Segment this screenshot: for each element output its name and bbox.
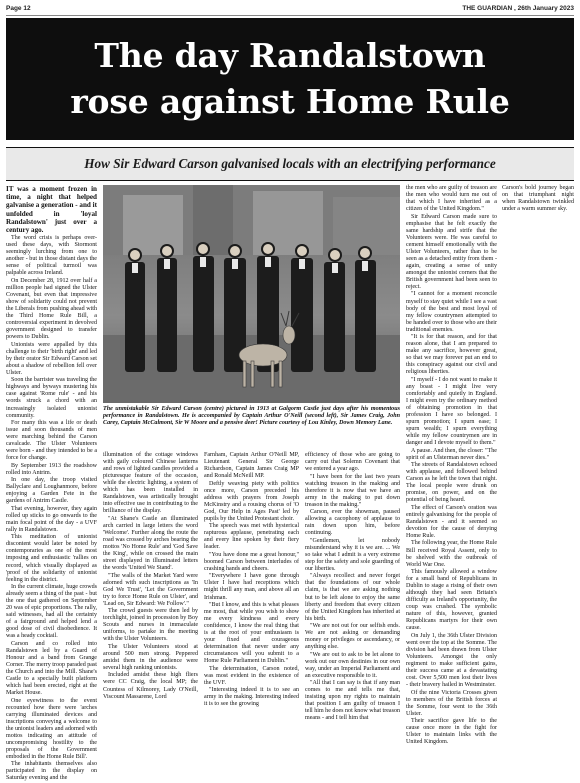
article-paragraph: Unionists were appalled by this challenge to their 'birth right' and led by their orator Sir Edward Carson set about a shadow of rebellion fell over Ulster.	[6, 341, 97, 376]
article-paragraph: The speech was met with hysterical rapturous applause, penetrating each and every line spoken by their fiery leader.	[204, 523, 299, 551]
article-paragraph: The following year, the Home Rule Bill received Royal Assent, only to be shelved with the outbreak of World War One.	[406, 540, 497, 568]
article-paragraph: On July 1, the 36th Ulster Division went over the top at the Somme. The division had been drawn from Ulster Volunteers. Amongst the only regiment to make sufficient gains, their success came at a devastating cost. Over 5,500 men lost their lives - their bravery hailed in Westminster.	[406, 632, 497, 689]
article-paragraph: Farnham, Captain Arthur O'Neill MP, Lieutenant General Sir George Richardson, Captain James Craig MP and Ronald McNeill MP.	[204, 452, 299, 480]
article-paragraph: On December 28, 1912 over half a million people had signed the Ulster Covenant, but even that impressive show of solidarity could not prevent the Liberals from pushing ahead with the Third Home Rule Bill, a controversial experiment in devolved government designed to transfer powers to Dublin.	[6, 277, 97, 341]
standfirst-bar	[6, 147, 574, 181]
article-paragraph: Of the nine Victoria Crosses given to members of the British forces at the Somme, four went to the 36th Ulster.	[406, 689, 497, 717]
paper-date: THE GUARDIAN , 26th January 2023	[462, 4, 574, 12]
article-paragraph: "The walls of the Market Yard were adorned with such inscriptions as 'In God We Trust', 'Let the Government try to force Home Rule on Ulster', and 'Lead on, Sir Edward: We Follow'."	[103, 572, 198, 607]
article-paragraph: In one day, the troop visited Ballyclare and Loughanmore, before enjoying a Garden Fete in the gardens of Antrim Castle.	[6, 477, 97, 505]
article-paragraph: "We are not out for our selfish ends. We are not asking or demanding money or privileges or ascendancy, or anything else.	[305, 623, 400, 651]
article-paragraph: This meditation of unionist discontent would later be noted by contemporaries as one of the most imposing and enthusiastic 'rallies on record, which visually displayed as 'proof of the solidarity of unionist feeling in the district.	[6, 534, 97, 583]
article-column-2	[103, 452, 198, 733]
article-paragraph: Included amidst these high fliers were CC Craig, the local MP; the Countess of Kilmorey, Lady O'Neill, Viscount Massarene, Lord	[103, 672, 198, 700]
article-photo	[103, 185, 400, 403]
article-paragraph: The streets of Randalstown echoed with applause, and followed behind Carson as he left the town that night. The local people were drunk on promise, on power, and on the potential of being heard.	[406, 462, 497, 504]
article-paragraph: "It is for that reason, and for that reason alone, that I am prepared to make any sacrifice, however great, so that we may forever put an end to this conspiracy against our civil and religious liberties.	[406, 334, 497, 376]
article-paragraph: "I myself - I do not want to make it any boast - I might live very comfortably and quietly in England. I might even try the ordinary method of obtaining promotion in that profession I have so belonged. I spurn promotion; I spurn ease; I spurn wealth; I spurn everything while my fellow countrymen are in danger and I devote myself to them."	[406, 376, 497, 447]
article-paragraph: One eyewitness to the event recounted how there were 'arches carrying illuminated devices and inscriptions conveying a welcome to the unionist leaders and adorned with mottos indicating an attitude of uncompromising hostility to the proposals of the Government embodied in the Home Rule Bill'.	[6, 697, 97, 760]
article-paragraph: The inhabitants themselves also participated in the display on Saturday evening and the	[6, 761, 97, 782]
headline-line-1: The day Randalstown	[94, 36, 486, 75]
article-paragraph: A pause. And then, the closer: "The spirit of an Ulsterman never dies."	[406, 447, 497, 461]
photo-caption: The unmistakable Sir Edward Carson (centre) pictured in 1913 at Galgorm Castle just days after his momentous performance in Randalstown. He is accompanied by Captain Arthur O'Neill (second left), Sir James Craig, John Carey, Captain McCalmont, Sir W Moore and a pensive deer! Picture courtesy of Lou Kinley, Down Memory Lane.	[103, 406, 400, 427]
article-paragraph: "Everywhere I have gone through Ulster I have had receptions which might thrill any man, and above all an Irishman.	[204, 573, 299, 601]
article-column-6	[502, 185, 574, 733]
article-paragraph: Carson, ever the showman, paused allowing a cacophony of applause to rain down upon him, before continuing.	[305, 509, 400, 537]
article-paragraph: The crowd guests were then led by torchlight, joined in procession by Boy Scouts and nurses in immaculate uniforms, to partake in the meeting with the Ulster Volunteers.	[103, 608, 198, 643]
article-column-3	[204, 452, 299, 733]
photo-illustration	[103, 185, 400, 403]
article-paragraph: Their sacrifice gave life to the cause once more in the fight for Ulster to maintain links with the United Kingdom.	[406, 718, 497, 746]
article-paragraph: "I cannot for a moment reconcile myself to stay quiet while I see a vast body of the best and most loyal of my fellow countrymen attempted to be handed over to those who are their traditional enemies.	[406, 291, 497, 333]
article-paragraph: The effect of Carson's oration was entirely galvanising for the people of Randalstown - and it seemed so devotion for the cause of denying Home Rule.	[406, 504, 497, 540]
article-paragraph: illumination of the cottage windows with gaily coloured Chinese lanterns and rows of lighted candles provided a picturesque feature of the occasion, while the electric lighting, a system of which has been installed in Randalstown, was artistically brought into effective use in contributing to the brilliance of the display.	[103, 452, 198, 515]
article-paragraph: "You have done me a great honour," boomed Carson between interludes of crashing hands and cheers.	[204, 551, 299, 572]
article-paragraph: Carson's bold journey began on that triumphant night when Randalstown twinkled under a warm summer sky.	[502, 185, 574, 213]
article-paragraph: The Ulster Volunteers stood at around 500 men strong. Peppered amidst them in the audience were several high ranking unionists.	[103, 643, 198, 671]
article-paragraph: For many this was a life or death issue and soon thousands of men were marching behind the Carson cavalcade. The Ulster Volunteers were born - and they intended to be a force for change.	[6, 420, 97, 462]
article-paragraph: "Interesting indeed it is to see an army in the making. Interesting indeed it is to see the growing	[204, 687, 299, 708]
article-paragraph: The determination, Carson noted, was most evident in the existence of the UVF.	[204, 665, 299, 686]
article-paragraph: In the current climate, huge crowds already seem a thing of the past - but the one that gathered on September 20 was of epic proportions. The rally, said witnesses, had all the certainty of a fairground and helped lend a good dose of civil disobedience. It was a heady cocktail.	[6, 584, 97, 640]
article-paragraph: Sir Edward Carson made sure to emphasise that he felt exactly the same hardship and strife that the Volunteers were. He was careful to cement himself emotionally with the Ulster Volunteers, rather than to be seen as a detached entity from them - again, creating a sense of unity amongst the unionist corners that the British government had been seen to reject.	[406, 213, 497, 291]
article-paragraph: "But I know, and this is what pleases me most, that while you wish to show me every kindness and every confidence, I know the real thing that is at the root of your enthusiasm is your fixed and courageous determination that never under any circumstances will you submit to a Home Rule Parliament in Dublin."	[204, 601, 299, 665]
article-paragraph: "At Shane's Castle an illuminated arch carried in large letters the word 'Welcome'. Further along the route the road was crossed by arches bearing the mottos 'No Home Rule' and 'God Save the King', while on crossed the main street displayed in illuminated letters the words 'United We Stand'.	[103, 515, 198, 572]
article-paragraph: IT was a moment frozen in time, a night that helped galvanise a generation - and it unfolded in 'loyal Randalstown' just over a century ago.	[6, 185, 97, 235]
article-paragraph: "Always recollect and never forget that the foundations of our whole claim, is that we are asking nothing but to be left alone to enjoy the same liberty and freedom that every citizen of the United Kingdom has inherited at his birth.	[305, 573, 400, 622]
article-paragraph: Deftly weaving piety with politics once more, Carson preceded his address with prayers from Joseph McKinstry and a rousing chorus of 'O God, Our Help in Ages Past' led by pupils by the United Protestant choir.	[204, 480, 299, 522]
article-paragraph: The word crisis is perhaps over-used these days, with Stormont seemingly lurching from one to another - but in those distant days the sense of political turmoil was palpable across Ireland.	[6, 235, 97, 277]
headline-banner	[6, 18, 574, 140]
article-paragraph: This famously allowed a window for a small band of Republicans in Dublin to stage a rising of their own although they had seen Britain's difficulty as Ireland's opportunity, the coup was crushed. The symbolic nature of this, however, granted Republicans martyrs for their own cause.	[406, 569, 497, 632]
article-column-1	[6, 185, 97, 782]
article-paragraph: By September 1913 the roadshow rolled into Antrim.	[6, 462, 97, 476]
article-column-5	[406, 185, 497, 746]
article-paragraph: Soon the barrister was traveling the highways and byways mustering his case against 'Rome rule' - and his words struck a chord with an increasingly isolated unionist community.	[6, 377, 97, 419]
article-paragraph: "Gentlemen, let nobody misunderstand why it is we are. ... We so take what I admit is a very extreme step for the safety and sole guarding of our liberties.	[305, 537, 400, 572]
article-paragraph: "I have been for the last two years watching treason in the making and therefore it is now that we have an army in the making to put down treason in the making."	[305, 473, 400, 508]
article-paragraph: "All that I can say is that if any man comes to me and tells me that, insisting upon my rights to maintain that position I am guilty of treason I tell him he does not know what treason means - and I tell him that	[305, 680, 400, 722]
article-column-4	[305, 452, 400, 733]
article-paragraph: efficiency of those who are going to carry out that Solemn Covenant that we entered a year ago.	[305, 452, 400, 473]
article-paragraph: "We are out to ask to be let alone to work out our own destinies in our own way, under an Imperial Parliament and an executive responsible to it.	[305, 651, 400, 679]
article-paragraph: That evening, however, they again rolled up sticks to go onwards to the main focal point of the day - a UVF rally in Randalstown.	[6, 505, 97, 533]
article-paragraph: Carson and co rolled into Randalstown led by a Guard of Honour and a band from Grange Corner. The merry troop paraded past the Church and into the Mill. Shane's Castle to a specially built platform which had been erected, right at the Market House.	[6, 640, 97, 697]
page-header	[6, 3, 574, 16]
standfirst: How Sir Edward Carson galvanised locals with an electrifying performance	[84, 156, 496, 171]
page-number: Page 12	[6, 4, 31, 12]
headline-line-2: rose against Home Rule	[70, 82, 510, 121]
article-paragraph: the men who are guilty of treason are the men who would turn me out of that which I have inherited as a citizen of the United Kingdom."	[406, 185, 497, 213]
